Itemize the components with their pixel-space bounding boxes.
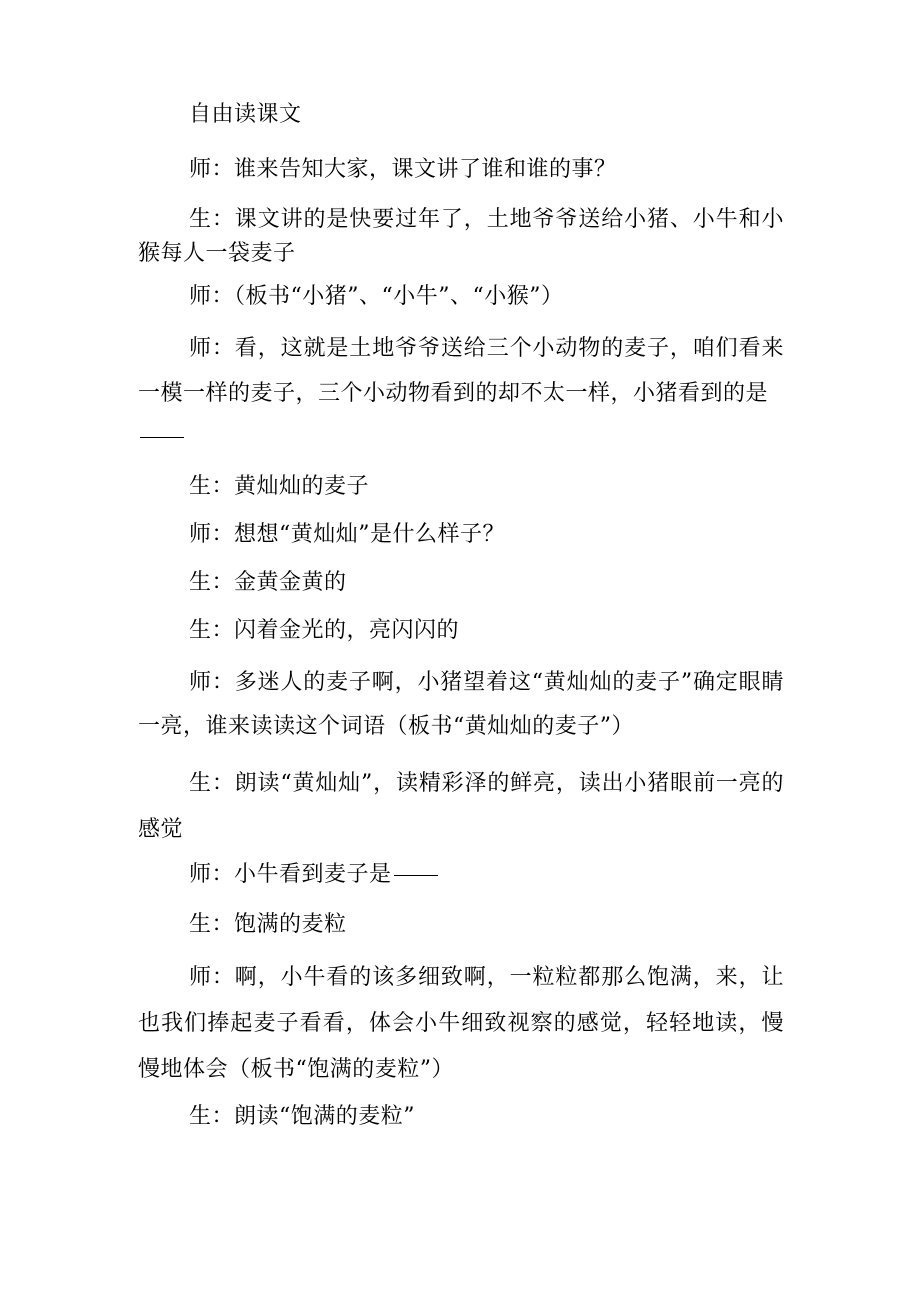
blank-dash [140,437,184,438]
paragraph-4: 师：（板书“小猪”、“小牛”、“小猴”） [189,284,564,309]
paragraph-11: 生：朗读“黄灿灿”，读精彩泽的鲜亮，读出小猪眼前一亮的感觉 [138,771,784,842]
paragraph-9: 生：闪着金光的，亮闪闪的 [189,618,460,643]
paragraph-3: 生：课文讲的是快要过年了，土地爷爷送给小猪、小牛和小猴每人一袋麦子 [138,207,784,266]
paragraph-12 [138,858,784,892]
paragraph-14: 师：啊，小牛看的该多细致啊，一粒粒都那么饱满，来，让也我们捧起麦子看看，体会小牛细致视察的感觉，轻轻地读，慢慢地体会（板书“饱满的麦粒”） [138,965,784,1082]
paragraph-1: 自由读课文 [189,102,302,127]
paragraph-7: 师：想想“黄灿灿”是什么样子？ [189,522,505,547]
paragraph-10: 师：多迷人的麦子啊，小猪望着这“黄灿灿的麦子”确定眼睛一亮，谁来读读这个词语（板书“黄灿灿的麦子”） [138,670,784,739]
paragraph-6: 生：黄灿灿的麦子 [189,474,370,499]
blank-dash-2 [394,875,438,876]
paragraph-8: 生：金黄金黄的 [189,570,347,595]
paragraph-5: 师：看，这就是土地爷爷送给三个小动物的麦子，咱们看来一模一样的麦子，三个小动物看到的却不太一样，小猪看到的是 [138,336,784,406]
paragraph-12-text: 师：小牛看到麦子是 [189,862,392,887]
paragraph-2: 师：谁来告知大家，课文讲了谁和谁的事？ [189,157,617,182]
paragraph-13: 生：饱满的麦粒 [189,912,347,937]
paragraph-15: 生：朗读“饱满的麦粒” [189,1104,415,1129]
